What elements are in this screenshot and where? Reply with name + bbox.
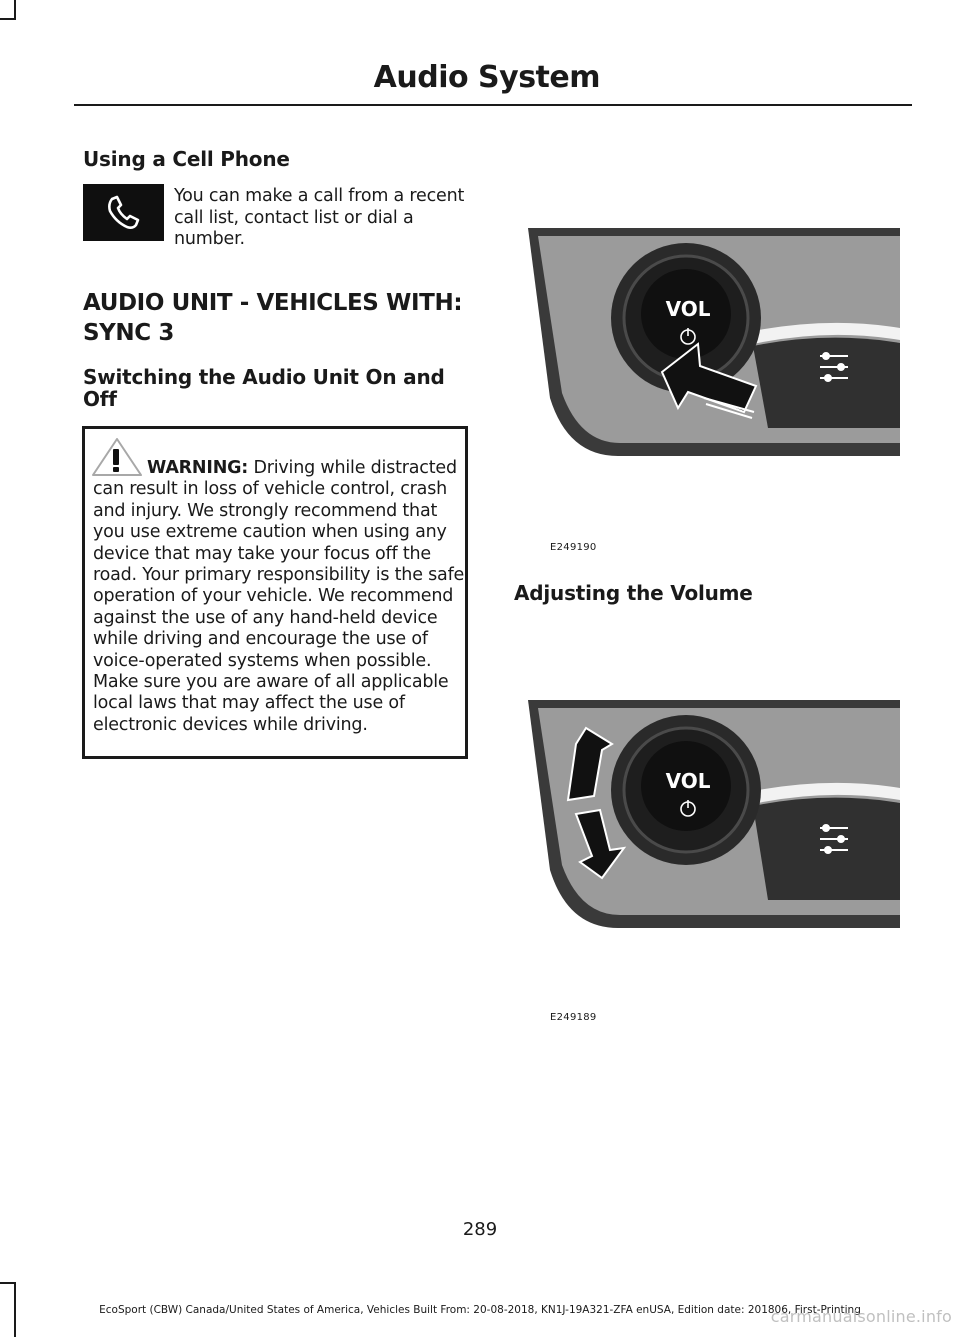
volume-figure-code: E249189 <box>550 1012 597 1023</box>
audio-unit-heading: AUDIO UNIT - VEHICLES WITH: <box>83 290 463 316</box>
warning-text <box>93 458 469 736</box>
crop-mark <box>0 1282 16 1284</box>
power-figure <box>528 228 900 478</box>
power-figure-code: E249190 <box>550 542 597 553</box>
vol-label: VOL <box>665 769 711 793</box>
cell-phone-heading: Using a Cell Phone <box>83 147 290 171</box>
vol-label: VOL <box>665 297 711 321</box>
warning-body: Driving while distracted can result in loss of vehicle control, crash and injury. We strongly recommend that you use extreme caution when using any device that may take your focus off the road. Your primary responsibility is the safe operation of your vehicle. We recommend against the use of any hand-held device while driving and encourage the use of voice-operated systems when possible. Make sure you are aware of all applicable local laws that may affect the use of electronic devices while driving. <box>93 458 465 735</box>
header-divider <box>74 104 912 106</box>
switching-on-off-heading: Switching the Audio Unit On and Off <box>83 365 445 411</box>
crop-mark <box>0 18 16 20</box>
watermark: carmanualsonline.info <box>770 1307 952 1326</box>
page-number: 289 <box>462 1219 498 1240</box>
crop-mark <box>14 0 16 20</box>
sync3-heading: SYNC 3 <box>83 320 174 346</box>
volume-figure <box>528 700 900 930</box>
phone-icon <box>83 184 164 241</box>
page-title: Audio System <box>373 60 600 95</box>
footer-edition: EcoSport (CBW) Canada/United States of America, Vehicles Built From: 20-08-2018, KN1J-19A321-ZFA enUSA, Edition date: 201806, First-Printing <box>99 1304 861 1316</box>
cell-phone-text: You can make a call from a recent call list, contact list or dial a number. <box>174 186 465 249</box>
warning-label: WARNING: <box>147 458 249 478</box>
warning-box <box>82 426 468 759</box>
adjusting-volume-heading: Adjusting the Volume <box>514 581 753 605</box>
